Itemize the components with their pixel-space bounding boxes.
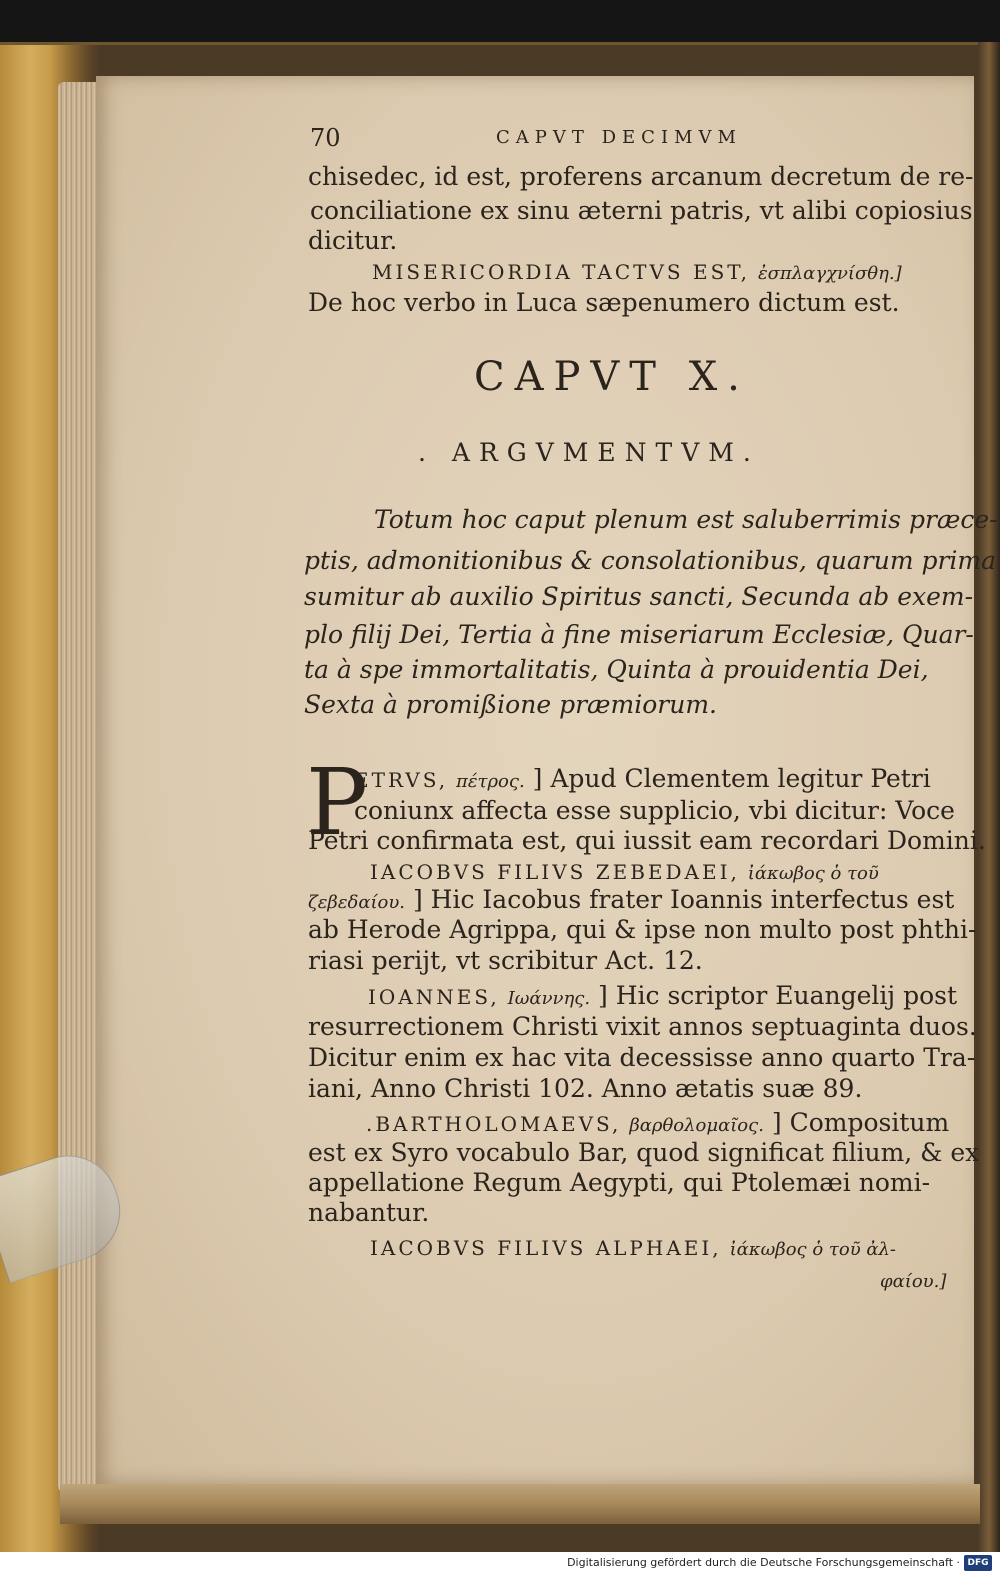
footer-bar [0,1552,1000,1575]
argument-line: Sexta à promißione præmiorum. [304,690,717,719]
argument-line: ta à spe immortalitatis, Quinta à prouidentia Dei, [304,655,929,684]
greek-gloss: πέτρος. [456,771,525,792]
greek-gloss: ἐσπλαγχνίσθη.] [757,263,902,284]
text-line: De hoc verbo in Luca sæpenumero dictum est. [308,288,900,317]
lemma-line [370,1232,896,1261]
lemma: MISERICORDIA TACTVS EST, [372,260,751,284]
book-cover-right-edge [978,42,1000,1552]
text-line: Petri confirmata est, qui iussit eam recordari Domini. [308,826,986,855]
argument-line: sumitur ab auxilio Spiritus sancti, Secunda ab exem- [304,582,974,611]
argument-line: ptis, admonitionibus & consolationibus, quarum prima [304,546,997,575]
lemma: IOANNES, [368,985,500,1009]
greek-gloss: ἰάκωβος ὁ τοῦ [747,863,879,884]
running-head [310,124,742,152]
lemma-line [368,981,957,1010]
text-line: ab Herode Agrippa, qui & ipse non multo post phthi- [308,915,977,944]
page-edges [58,82,98,1492]
lemma: IACOBVS FILIVS ALPHAEI, [370,1236,722,1260]
commentary: ] Apud Clementem legitur Petri [532,764,931,793]
text-line: dicitur. [308,226,398,255]
page-bottom-edges [60,1484,980,1524]
text-line: iani, Anno Christi 102. Anno ætatis suæ 89. [308,1074,863,1103]
lemma: ETRVS, [354,768,449,792]
greek-gloss: φαίου.] [880,1271,947,1292]
footer-credit: Digitalisierung gefördert durch die Deutsche Forschungsgemeinschaft · [567,1556,960,1569]
lemma-line [366,1108,949,1137]
commentary: ] Hic scriptor Euangelij post [598,981,958,1010]
text-line: riasi perijt, vt scribitur Act. 12. [308,946,703,975]
argument-heading: . ARGVMENTVM. [418,438,760,467]
lemma-line [370,856,879,885]
text-line: appellatione Regum Aegypti, qui Ptolemæi nomi- [308,1168,931,1197]
page-number: 70 [310,124,341,152]
lemma-line [880,1264,946,1293]
drop-cap: P [306,749,368,856]
lemma-line [354,764,931,793]
greek-gloss: Ιωάννης. [507,988,591,1009]
greek-gloss: ἰάκωβος ὁ τοῦ ἀλ- [729,1239,896,1260]
greek-gloss: βαρθολομαῖος. [629,1115,764,1136]
lemma: .BARTHOLOMAEVS, [366,1112,622,1136]
text-line: chisedec, id est, proferens arcanum decretum de re- [308,162,974,191]
text-line: nabantur. [308,1198,430,1227]
argument-line: plo filij Dei, Tertia à fine miseriarum Ecclesiæ, Quar- [304,620,974,649]
lemma-line [308,885,954,914]
running-head-title: CAPVT DECIMVM [496,127,742,148]
text-line: est ex Syro vocabulo Bar, quod significat filium, & ex [308,1138,980,1167]
commentary: ] Compositum [771,1108,950,1137]
chapter-title: CAPVT X. [474,354,750,400]
greek-gloss: ζεβεδαίου. [308,892,406,913]
lemma-line [372,256,902,285]
argument-line: Totum hoc caput plenum est saluberrimis præce- [374,505,998,534]
commentary: ] Hic Iacobus frater Ioannis interfectus est [412,885,955,914]
dfg-logo: DFG [964,1555,992,1571]
text-line: resurrectionem Christi vixit annos septuaginta duos. [308,1012,977,1041]
text-line: conciliatione ex sinu æterni patris, vt alibi copiosius [310,196,973,225]
lemma: IACOBVS FILIVS ZEBEDAEI, [370,860,740,884]
text-line: Dicitur enim ex hac vita decessisse anno quarto Tra- [308,1043,976,1072]
text-line: coniunx affecta esse supplicio, vbi dicitur: Voce [354,796,955,825]
